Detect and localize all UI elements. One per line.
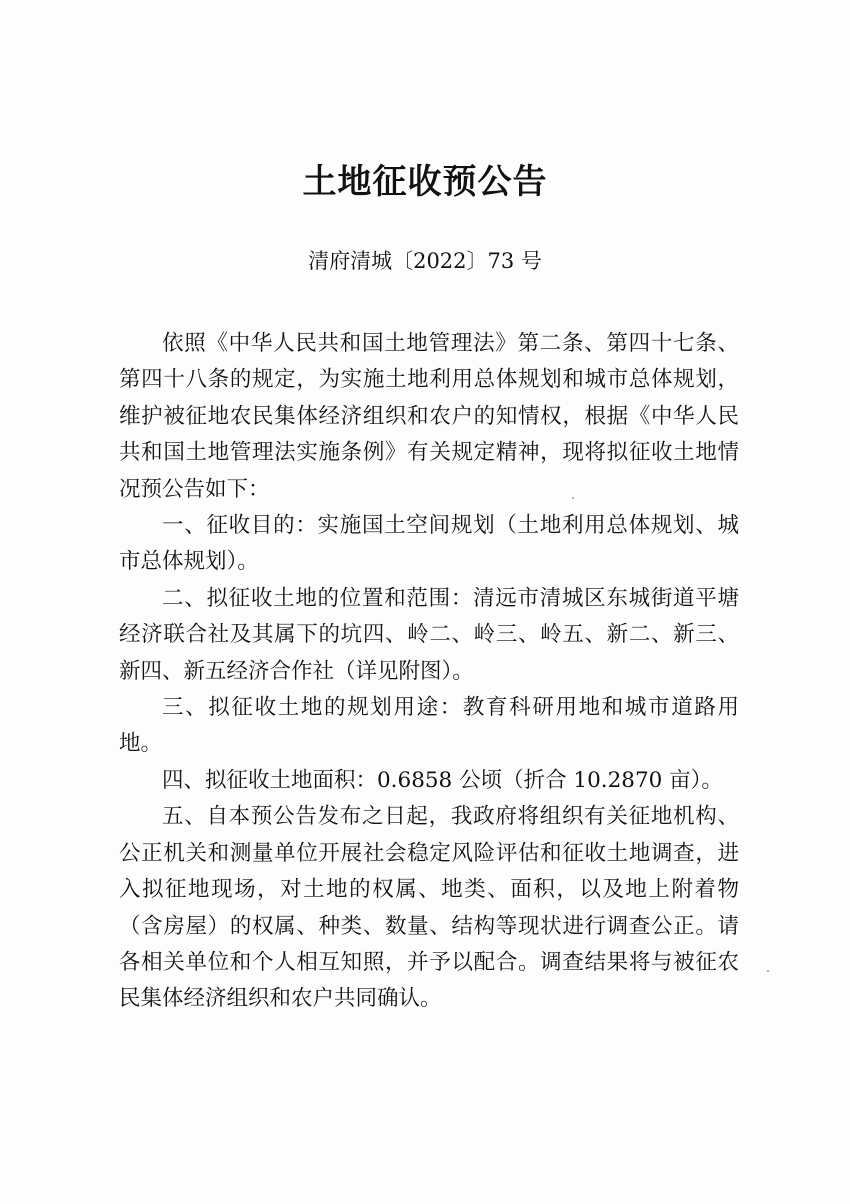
paragraph-land-use: 三、拟征收土地的规划用途：教育科研用地和城市道路用地。 — [119, 695, 739, 757]
paragraph-intro: 依照《中华人民共和国土地管理法》第二条、第四十七条、第四十八条的规定，为实施土地利用总体规划和城市总体规划，维护被征地农民集体经济组织和农户的知情权，根据《中华人民共和国土地管理法实施条例》有关规定精神，现将拟征收土地情况预公告如下： — [119, 331, 739, 502]
paragraph-area: 四、拟征收土地面积：0.6858 公顷（折合 10.2870 亩）。 — [162, 767, 723, 793]
paragraph-survey: 五、自本预公告发布之日起，我政府将组织有关征地机构、公正机关和测量单位开展社会稳定风险评估和征收土地调查，进入拟征地现场，对土地的权属、地类、面积，以及地上附着物（含房屋）的权属、种类、数量、结构等现状进行调查公正。请各相关单位和个人相互知照，并予以配合。调查结果将与被征农民集体经济组织和农户共同确认。 — [119, 804, 739, 1012]
document-number: 清府清城〔2022〕73 号 — [308, 249, 542, 273]
document-body — [119, 326, 739, 1018]
scan-speck — [572, 497, 574, 499]
scan-speck — [767, 970, 769, 972]
paragraph-location: 二、拟征收土地的位置和范围：清远市清城区东城街道平塘经济联合社及其属下的坑四、岭二、岭三、岭五、新二、新三、新四、新五经济合作社（详见附图）。 — [119, 585, 739, 684]
document-title: 土地征收预公告 — [302, 162, 548, 202]
paragraph-purpose: 一、征收目的：实施国土空间规划（土地利用总体规划、城市总体规划）。 — [119, 513, 739, 575]
